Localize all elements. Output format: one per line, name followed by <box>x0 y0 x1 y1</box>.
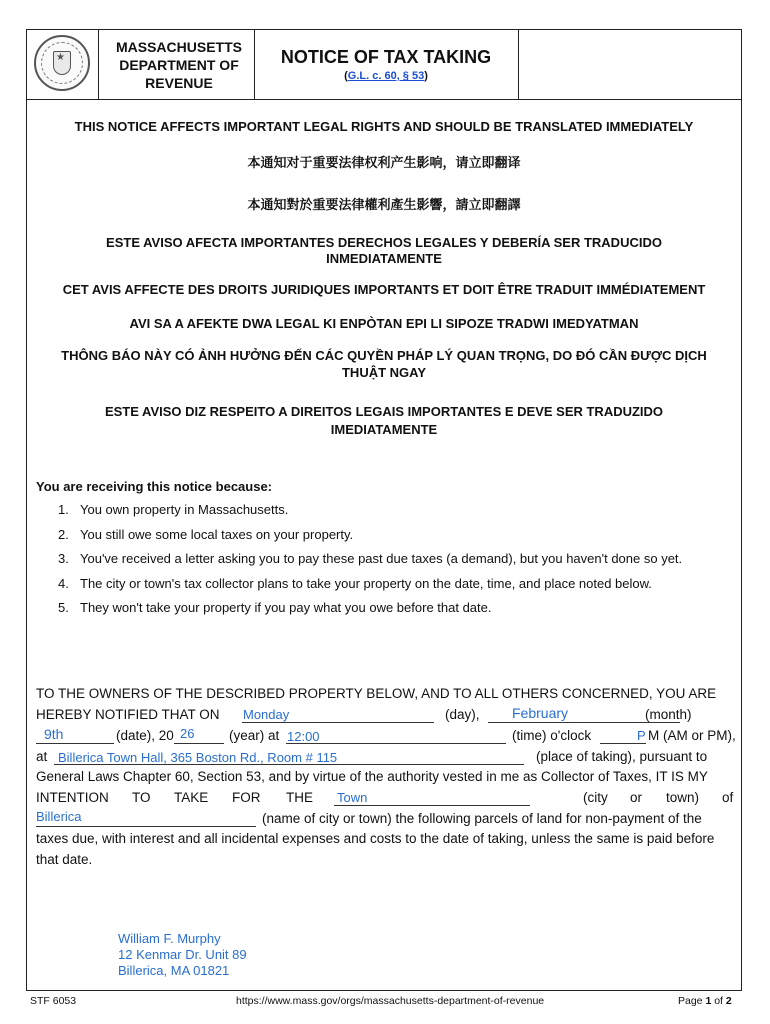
header-divider <box>98 29 99 100</box>
notice-line: TO THE OWNERS OF THE DESCRIBED PROPERTY BELOW, AND TO ALL OTHERS CONCERNED, YOU ARE <box>36 686 717 701</box>
field-underline <box>242 722 434 723</box>
month-field[interactable]: February <box>512 705 569 721</box>
collector-city: Billerica, MA 01821 <box>118 963 230 978</box>
field-underline <box>36 743 114 744</box>
reasons-list <box>58 502 682 625</box>
list-item: 3. You've received a letter asking you to pay these past due taxes (a demand), but you haven't done so yet. <box>58 551 683 566</box>
field-underline <box>174 743 224 744</box>
page-number: Page 1 of 2 <box>678 995 732 1007</box>
translation-spanish: ESTE AVISO AFECTA IMPORTANTES DERECHOS LEGALES Y DEBERÍA SER TRADUCIDO <box>106 235 662 250</box>
translation-vietnamese: THUẬT NGAY <box>341 365 427 380</box>
citation-link[interactable]: G.L. c. 60, § 53 <box>347 70 425 82</box>
time-field[interactable]: 12:00 <box>287 729 320 744</box>
translation-chinese-traditional: 本通知對於重要法律權利產生影響，請立即翻譯 <box>247 197 521 212</box>
footer-url[interactable]: https://www.mass.gov/orgs/massachusetts-department-of-revenue <box>236 995 545 1007</box>
dept-line: REVENUE <box>145 75 213 91</box>
translation-vietnamese: THÔNG BÁO NÀY CÓ ẢNH HƯỞNG ĐẾN CÁC QUYỀN PHÁP LÝ QUAN TRỌNG, DO ĐÓ CẦN ĐƯỢC DỊCH <box>61 348 707 363</box>
reasons-heading: You are receiving this notice because: <box>36 479 273 494</box>
field-underline <box>488 722 680 723</box>
field-underline <box>36 826 256 827</box>
notice-line: INTENTION TO TAKE FOR THE (city or town) of <box>36 790 734 805</box>
place-field[interactable]: Billerica Town Hall, 365 Boston Rd., Room # 115 <box>58 750 338 765</box>
header-divider <box>518 29 519 100</box>
date-field[interactable]: 9th <box>44 726 64 742</box>
translation-english: THIS NOTICE AFFECTS IMPORTANT LEGAL RIGHTS AND SHOULD BE TRANSLATED IMMEDIATELY <box>74 119 694 134</box>
notice-line: General Laws Chapter 60, Section 53, and by virtue of the authority vested in me as Collector of Taxes, IT IS MY <box>36 769 708 784</box>
notice-line: (date), 20 (year) at (time) o'clock M (AM or PM), <box>116 728 736 743</box>
dept-line: MASSACHUSETTS <box>115 39 242 55</box>
law-citation: (G.L. c. 60, § 53) <box>344 70 428 82</box>
list-item: 4. The city or town's tax collector plans to take your property on the date, time, and place noted below. <box>58 575 652 591</box>
city-name-field[interactable]: Billerica <box>36 809 82 824</box>
notice-line: taxes due, with interest and all incidental expenses and costs to the date of taking, unless the same is paid before <box>36 831 715 846</box>
city-or-town-field[interactable]: Town <box>337 790 368 805</box>
notice-line: (name of city or town) the following parcels of land for non-payment of the <box>262 811 702 826</box>
field-underline <box>600 743 646 744</box>
header-divider <box>254 29 255 100</box>
ampm-field[interactable]: P <box>637 728 646 743</box>
collector-address <box>118 931 247 979</box>
day-field[interactable]: Monday <box>243 707 290 722</box>
page-title: NOTICE OF TAX TAKING <box>280 47 492 67</box>
field-underline <box>334 805 530 806</box>
list-item: 1. You own property in Massachusetts. <box>58 502 289 517</box>
list-item: 5. They won't take your property if you pay what you owe before that date. <box>58 600 492 615</box>
list-item: 2. You still owe some local taxes on your property. <box>58 526 354 542</box>
collector-street: 12 Kenmar Dr. Unit 89 <box>118 947 247 962</box>
state-seal-icon: ★ <box>34 35 90 91</box>
department-name <box>104 38 254 92</box>
collector-name: William F. Murphy <box>118 931 221 946</box>
dept-line: DEPARTMENT OF <box>119 57 239 73</box>
translation-french: CET AVIS AFFECTE DES DROITS JURIDIQUES IMPORTANTS ET DOIT ÊTRE TRADUIT IMMÉDIATEMENT <box>62 282 706 297</box>
translation-portuguese: ESTE AVISO DIZ RESPEITO A DIREITOS LEGAIS IMPORTANTES E DEVE SER TRADUZIDO <box>104 404 664 419</box>
form-id: STF 6053 <box>30 995 77 1007</box>
translation-haitian-creole: AVI SA A AFEKTE DWA LEGAL KI ENPÒTAN EPI LI SIPOZE TRADWI IMEDYATMAN <box>129 316 639 331</box>
translation-chinese-simplified: 本通知对于重要法律权利产生影响，请立即翻译 <box>247 155 521 170</box>
year-field[interactable]: 26 <box>180 726 195 741</box>
translation-spanish: INMEDIATAMENTE <box>326 251 442 266</box>
translation-portuguese: IMEDIATAMENTE <box>330 422 438 437</box>
notice-line: that date. <box>36 852 93 867</box>
notice-line: HEREBY NOTIFIED THAT ON (day), (month) <box>36 707 692 722</box>
notice-line: at (place of taking), pursuant to <box>36 749 708 764</box>
